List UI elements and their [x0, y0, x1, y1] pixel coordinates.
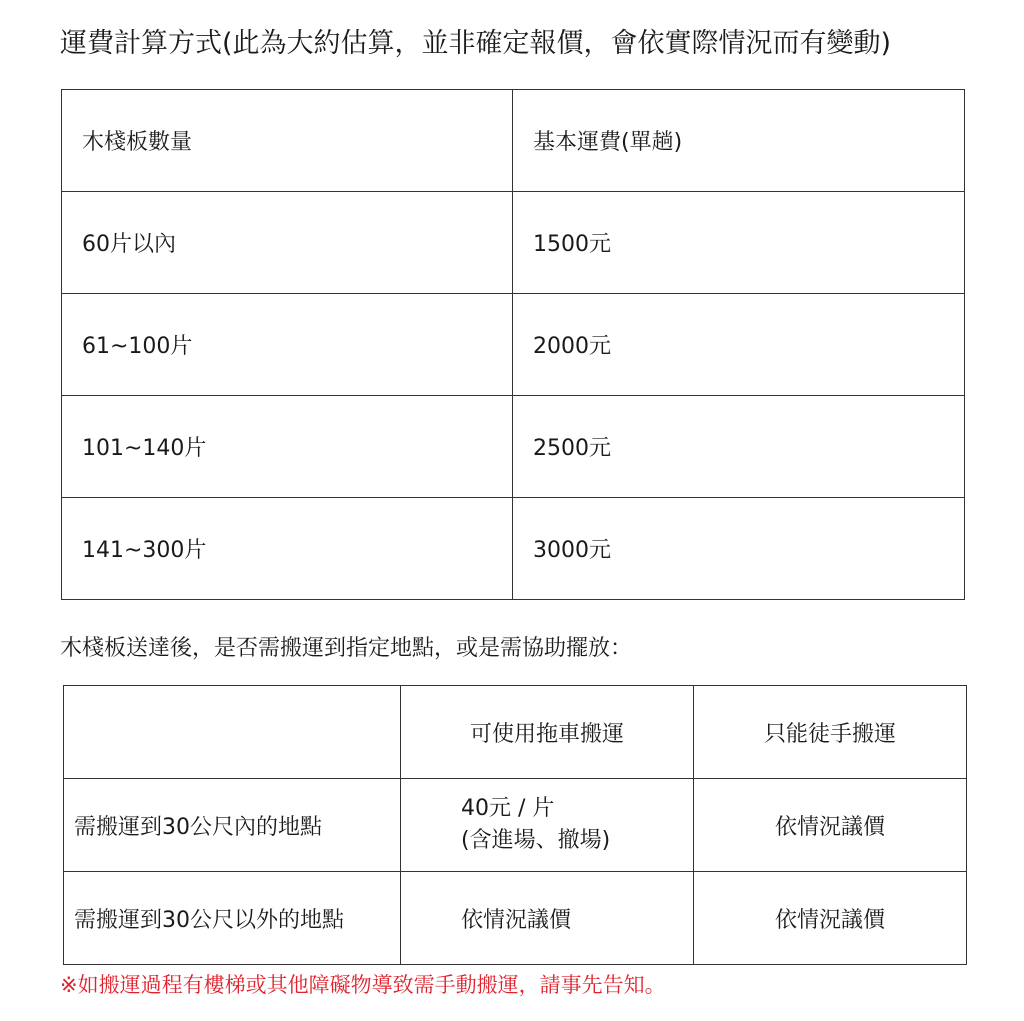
quantity-cell: 60片以內: [62, 192, 513, 294]
carry-section-subtitle: 木棧板送達後，是否需搬運到指定地點，或是需協助擺放：: [60, 636, 633, 661]
table-header-row: [64, 686, 967, 779]
quantity-cell: 101~140片: [62, 396, 513, 498]
table-row: [62, 294, 965, 396]
hand-price-cell: 依情況議價: [694, 779, 967, 872]
empty-header-cell: [64, 686, 401, 779]
column-header-hand: 只能徒手搬運: [694, 686, 967, 779]
stairs-notice: ※如搬運過程有樓梯或其他障礙物導致需手動搬運，請事先告知。: [60, 973, 666, 997]
cart-price-cell: [401, 779, 694, 872]
column-header-cart: 可使用拖車搬運: [401, 686, 694, 779]
table-row: [64, 872, 967, 965]
fee-cell: 1500元: [513, 192, 965, 294]
hand-price-cell: 依情況議價: [694, 872, 967, 965]
quantity-cell: 141~300片: [62, 498, 513, 600]
fee-cell: 3000元: [513, 498, 965, 600]
cart-price-note: (含進場、撤場): [461, 828, 611, 853]
column-header-fee: 基本運費(單趟): [513, 90, 965, 192]
shipping-fee-table: [61, 89, 965, 600]
fee-cell: 2000元: [513, 294, 965, 396]
table-row: [62, 192, 965, 294]
carry-fee-table: [63, 685, 967, 965]
table-row: [64, 779, 967, 872]
table-row: [62, 396, 965, 498]
column-header-quantity: 木棧板數量: [62, 90, 513, 192]
table-header-row: [62, 90, 965, 192]
table-row: [62, 498, 965, 600]
cart-price-value: 40元 / 片: [461, 796, 555, 821]
fee-cell: 2500元: [513, 396, 965, 498]
quantity-cell: 61~100片: [62, 294, 513, 396]
distance-label-cell: 需搬運到30公尺內的地點: [64, 779, 401, 872]
page-title: 運費計算方式(此為大約估算，並非確定報價，會依實際情況而有變動): [60, 28, 892, 59]
distance-label-cell: 需搬運到30公尺以外的地點: [64, 872, 401, 965]
cart-price-cell: 依情況議價: [401, 872, 694, 965]
